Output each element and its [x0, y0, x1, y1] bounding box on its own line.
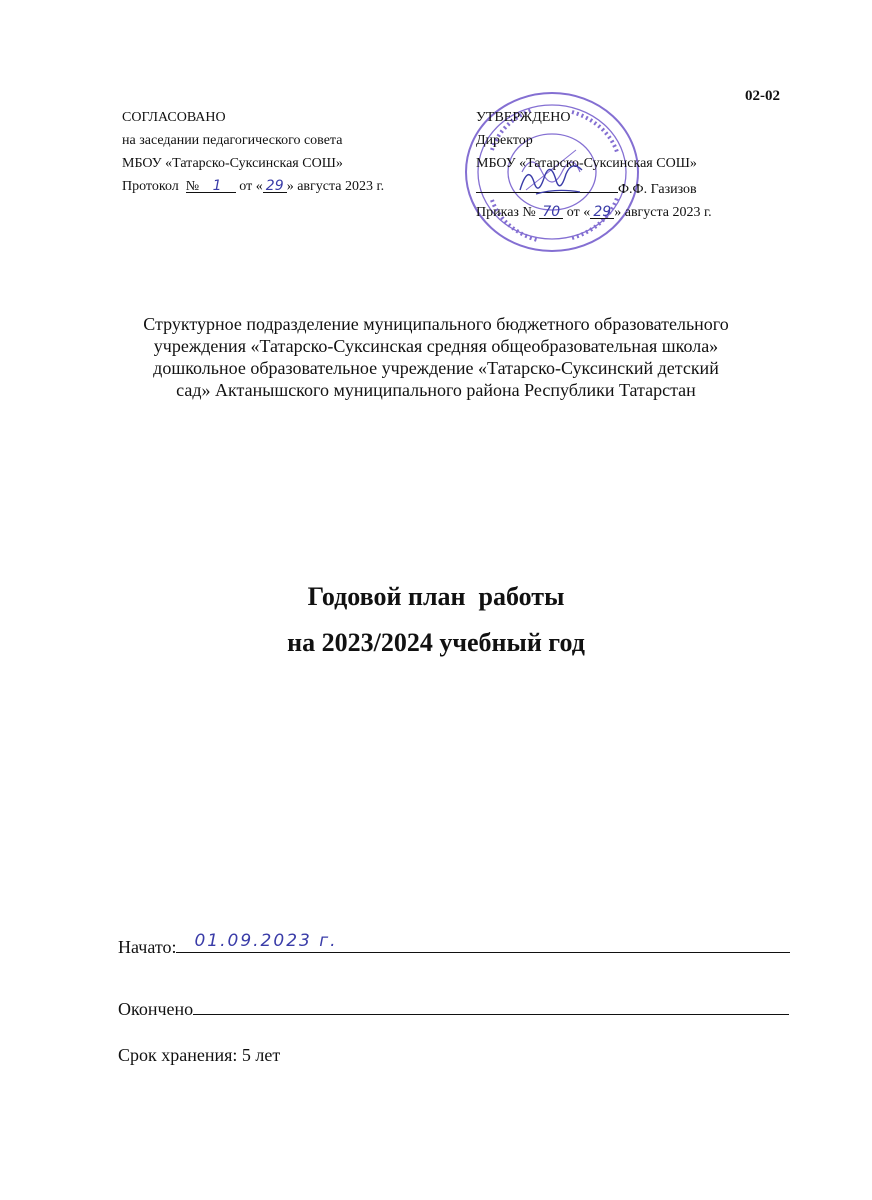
started-label: Начато: — [118, 937, 177, 957]
started-line — [176, 932, 790, 953]
storage-period: Срок хранения: 5 лет — [118, 1045, 281, 1065]
protocol-label: Протокол — [122, 179, 179, 194]
approved-position: Директор — [476, 133, 533, 148]
agreed-protocol — [122, 175, 384, 198]
protocol-from: от — [239, 179, 253, 194]
protocol-quote-open: « — [255, 179, 263, 194]
director-name: Ф.Ф. Газизов — [618, 182, 697, 197]
order-quote-open: « — [583, 205, 591, 220]
organization-line: сад» Актанышского муниципального района Республики Татарстан — [176, 380, 696, 400]
order-number: 70 — [542, 204, 561, 220]
agreed-council: на заседании педагогического совета — [122, 133, 343, 148]
title-line-1: Годовой план работы — [307, 582, 565, 611]
approved-order — [476, 201, 712, 224]
title-line-2: на 2023/2024 учебный год — [287, 628, 585, 657]
protocol-number-sign: № — [185, 179, 200, 194]
order-from: от — [566, 205, 580, 220]
approval-block-agreed — [122, 106, 384, 198]
approval-block-approved — [476, 106, 712, 224]
agreed-heading: СОГЛАСОВАНО — [122, 110, 226, 125]
order-label: Приказ № — [476, 205, 536, 220]
approved-school: МБОУ «Татарско-Суксинская СОШ» — [476, 156, 697, 171]
organization-line: дошкольное образовательное учреждение «Татарско-Суксинский детский — [153, 358, 719, 378]
organization-line: учреждения «Татарско-Суксинская средняя общеобразовательная школа» — [153, 336, 719, 356]
organization-name — [90, 313, 782, 401]
agreed-school: МБОУ «Татарско-Суксинская СОШ» — [122, 156, 343, 171]
approved-signature-line — [476, 175, 712, 201]
director-signature — [516, 160, 586, 202]
started-field — [118, 932, 790, 958]
protocol-number-field — [186, 175, 236, 193]
finished-line — [193, 994, 789, 1015]
finished-label: Окончено — [118, 999, 194, 1019]
started-value: 01.09.2023 г. — [194, 931, 338, 951]
document-title — [0, 574, 872, 666]
approved-heading: УТВЕРЖДЕНО — [476, 110, 571, 125]
protocol-day: 29 — [265, 178, 284, 194]
order-date-rest: » августа 2023 г. — [614, 205, 712, 220]
finished-field — [118, 994, 789, 1020]
organization-line: Структурное подразделение муниципального бюджетного образовательного — [143, 314, 729, 334]
protocol-number: 1 — [212, 178, 222, 194]
protocol-date-rest: » августа 2023 г. — [286, 179, 385, 194]
document-code: 02-02 — [745, 88, 780, 104]
order-day: 29 — [593, 204, 612, 220]
